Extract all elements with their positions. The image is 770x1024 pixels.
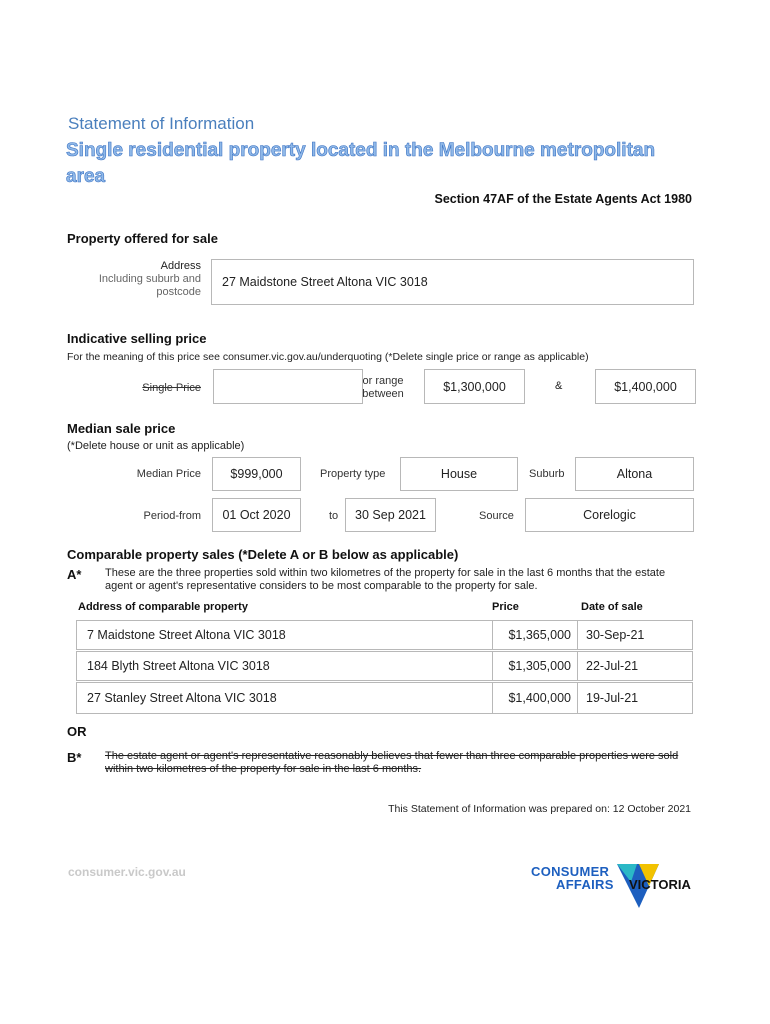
address-field[interactable] <box>211 259 694 305</box>
table-row <box>76 682 693 714</box>
source-field[interactable] <box>525 498 694 532</box>
address-label: Address <box>160 260 201 272</box>
median-price-field[interactable] <box>212 457 301 491</box>
single-price-label: Single Price <box>142 382 201 394</box>
act-reference: Section 47AF of the Estate Agents Act 1980 <box>434 192 692 206</box>
range-amp: & <box>555 380 563 392</box>
or-label: OR <box>67 724 87 739</box>
property-type-field[interactable] <box>400 457 518 491</box>
source-label: Source <box>479 510 514 522</box>
median-heading: Median sale price <box>67 421 176 436</box>
option-b-text: The estate agent or agent's representative reasonably believes that fewer than three comparable properties were sold within two kilometres of the property for sale in the last 6 months. <box>105 750 679 775</box>
property-type-label: Property type <box>320 468 386 480</box>
row-price[interactable]: $1,400,000 <box>492 682 578 714</box>
period-to-label: to <box>329 510 339 522</box>
range-label: or range between <box>362 375 404 400</box>
period-to-field[interactable] <box>345 498 436 532</box>
suburb-value: Altona <box>616 467 653 481</box>
row-date[interactable]: 30-Sep-21 <box>577 620 693 650</box>
row-price[interactable]: $1,305,000 <box>492 651 578 681</box>
option-b-marker: B* <box>67 750 82 765</box>
col-price-header: Price <box>492 601 519 613</box>
table-row <box>76 620 693 650</box>
median-price-label: Median Price <box>136 468 201 480</box>
col-address-header: Address of comparable property <box>78 601 248 613</box>
consumer-affairs-victoria-logo <box>531 862 701 910</box>
logo-text-victoria: VICTORIA <box>629 877 691 892</box>
property-heading: Property offered for sale <box>67 231 218 246</box>
website-link[interactable]: consumer.vic.gov.au <box>68 865 186 879</box>
range-low-value: $1,300,000 <box>443 379 506 394</box>
col-date-header: Date of sale <box>581 601 643 613</box>
address-label-block <box>80 260 201 299</box>
range-low-field[interactable] <box>424 369 525 404</box>
logo-text-consumer: CONSUMER <box>531 864 610 879</box>
property-type-value: House <box>440 467 478 481</box>
median-price-value: $999,000 <box>230 467 283 481</box>
suburb-field[interactable] <box>575 457 694 491</box>
row-date[interactable]: 22-Jul-21 <box>577 651 693 681</box>
period-from-field[interactable] <box>212 498 301 532</box>
range-high-value: $1,400,000 <box>614 379 677 394</box>
comparable-heading: Comparable property sales (*Delete A or B below as applicable) <box>67 547 459 562</box>
main-title: Single residential property located in the Melbourne metropolitan area <box>66 140 656 187</box>
address-value: 27 Maidstone Street Altona VIC 3018 <box>222 275 428 289</box>
range-high-field[interactable] <box>595 369 696 404</box>
document-title: Statement of Information <box>68 114 255 133</box>
period-to-value: 30 Sep 2021 <box>355 508 426 522</box>
period-from-label: Period-from <box>143 510 201 522</box>
option-a-text: These are the three properties sold within two kilometres of the property for sale in the last 6 months that the estate agent or agent's representative considers to be most comparable to the property for sale. <box>105 567 666 592</box>
row-price[interactable]: $1,365,000 <box>492 620 578 650</box>
period-from-value: 01 Oct 2020 <box>222 508 291 522</box>
indicative-heading: Indicative selling price <box>67 331 207 346</box>
prepared-date: This Statement of Information was prepared on: 12 October 2021 <box>388 803 691 815</box>
table-row <box>76 651 693 681</box>
single-price-field[interactable] <box>213 369 363 404</box>
row-address[interactable]: 7 Maidstone Street Altona VIC 3018 <box>76 620 493 650</box>
median-note: (*Delete house or unit as applicable) <box>67 440 245 452</box>
source-value: Corelogic <box>583 508 636 522</box>
option-a-marker: A* <box>67 567 82 582</box>
row-address[interactable]: 184 Blyth Street Altona VIC 3018 <box>76 651 493 681</box>
row-date[interactable]: 19-Jul-21 <box>577 682 693 714</box>
logo-text-affairs: AFFAIRS <box>556 877 614 892</box>
indicative-note: For the meaning of this price see consumer.vic.gov.au/underquoting (*Delete single price or range as applicable) <box>67 351 589 363</box>
suburb-label: Suburb <box>529 468 565 480</box>
address-sublabel: Including suburb and postcode <box>98 273 201 298</box>
row-address[interactable]: 27 Stanley Street Altona VIC 3018 <box>76 682 493 714</box>
